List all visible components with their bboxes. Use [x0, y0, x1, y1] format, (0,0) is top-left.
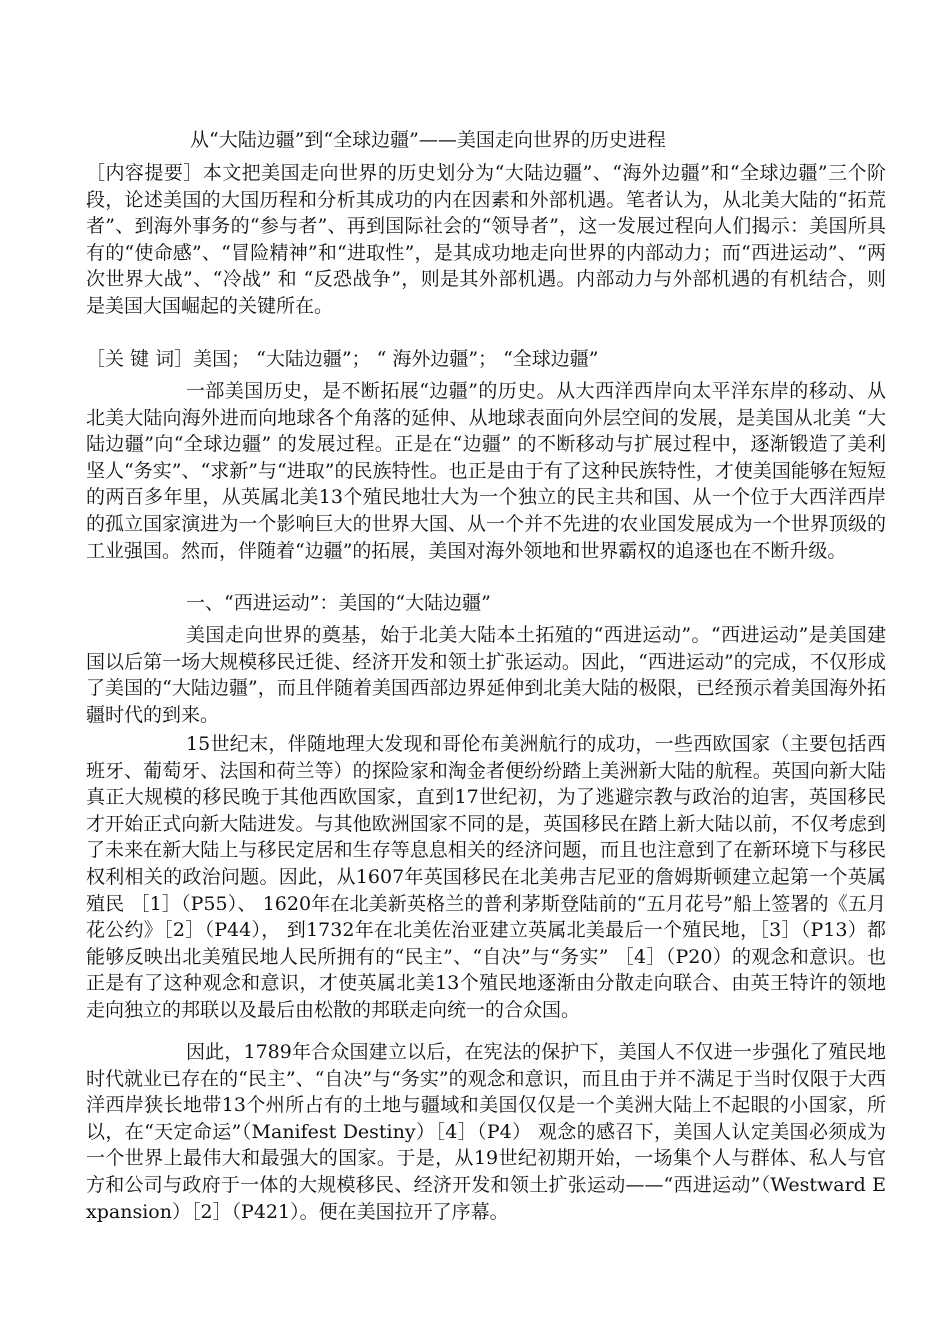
body-paragraph-1: 一部美国历史，是不断拓展“边疆”的历史。从大西洋西岸向太平洋东岸的移动、从北美大陆向海外进而向地球各个角落的延伸、从地球表面向外层空间的发展，是美国从北美 “大陆边疆”向“全球边疆” 的发展过程。正是在“边疆” 的不断移动与扩展过程中，逐渐锻造了美利坚人“务实”、“求新”与“进取”的民族特性。也正是由于有了这种民族特性，才使美国能够在短短的两百多年里，从英属北美13个殖民地壮大为一个独立的民主共和国、从一个位于大西洋西岸的孤立国家演进为一个影响巨大的世界大国、从一个并不先进的农业国发展成为一个世界顶级的工业强国。然而，伴随着“边疆”的拓展，美国对海外领地和世界霸权的追逐也在不断升级。 — [86, 380, 886, 562]
body-paragraph-3: 15世纪末，伴随地理大发现和哥伦布美洲航行的成功，一些西欧国家（主要包括西班牙、葡萄牙、法国和荷兰等）的探险家和淘金者便纷纷踏上美洲新大陆的航程。英国向新大陆真正大规模的移民晚于其他西欧国家，直到17世纪初，为了逃避宗教与政治的迫害，英国移民才开始正式向新大陆进发。与其他欧洲国家不同的是，英国移民在踏上新大陆以前，不仅考虑到了未来在新大陆上与移民定居和生存等息息相关的经济问题，而且也注意到了在新环境下与移民权利相关的政治问题。因此，从1607年英国移民在北美弗吉尼亚的詹姆斯顿建立起第一个英属殖民 ［1］（P55）、 1620年在北美新英格兰的普利茅斯登陆前的“五月花号”船上签署的《五月花公约》［2］（P44）， 到1732年在北美佐治亚建立英属北美最后一个殖民地，［3］（P13）都能够反映出北美殖民地人民所拥有的“民主”、“自决”与“务实” ［4］（P20）的观念和意识。也正是有了这种观念和意识，才使英属北美13个殖民地逐渐由分散走向联合、由英王特许的领地走向独立的邦联以及最后由松散的邦联走向统一的合众国。 — [86, 733, 886, 1021]
abstract-paragraph: ［内容提要］本文把美国走向世界的历史划分为“大陆边疆”、“海外边疆”和“全球边疆”三个阶段，论述美国的大国历程和分析其成功的内在因素和外部机遇。笔者认为，从北美大陆的“拓荒者”、到海外事务的“参与者”、再到国际社会的“领导者”，这一发展过程向人们揭示：美国所具有的“使命感”、“冒险精神”和“进取性”，是其成功地走向世界的内部动力；而“西进运动”、“两次世界大战”、“冷战” 和 “反恐战争”，则是其外部机遇。内部动力与外部机遇的有机结合，则是美国大国崛起的关键所在。 — [86, 162, 886, 317]
keywords-line: ［关 键 词］美国； “大陆边疆”； “ 海外边疆”； “全球边疆” — [86, 348, 599, 370]
body-paragraph-2: 美国走向世界的奠基，始于北美大陆本土拓殖的“西进运动”。“西进运动”是美国建国以后第一场大规模移民迁徙、经济开发和领土扩张运动。因此，“西进运动”的完成，不仅形成了美国的“大陆边疆”，而且伴随着美国西部边界延伸到北美大陆的极限，已经预示着美国海外拓疆时代的到来。 — [86, 624, 886, 726]
body-paragraph-4: 因此，1789年合众国建立以后，在宪法的保护下，美国人不仅进一步强化了殖民地时代就业已存在的“民主”、“自决”与“务实”的观念和意识，而且由于并不满足于当时仅限于大西洋西岸狭长地带13个州所占有的土地与疆域和美国仅仅是一个美洲大陆上不起眼的小国家，所以，在“天定命运”（Manifest Destiny）［4］（P4） 观念的感召下，美国人认定美国必须成为一个世界上最伟大和最强大的国家。于是，从19世纪初期开始，一场集个人与群体、私人与官方和公司与政府于一体的大规模移民、经济开发和领土扩张运动——“西进运动”（Westward Expansion）［2］（P421）。便在美国拉开了序幕。 — [86, 1041, 886, 1223]
section-heading-1: 一、“西进运动”：美国的“大陆边疆” — [186, 592, 491, 614]
document-title: 从“大陆边疆”到“全球边疆”——美国走向世界的历史进程 — [190, 129, 666, 151]
